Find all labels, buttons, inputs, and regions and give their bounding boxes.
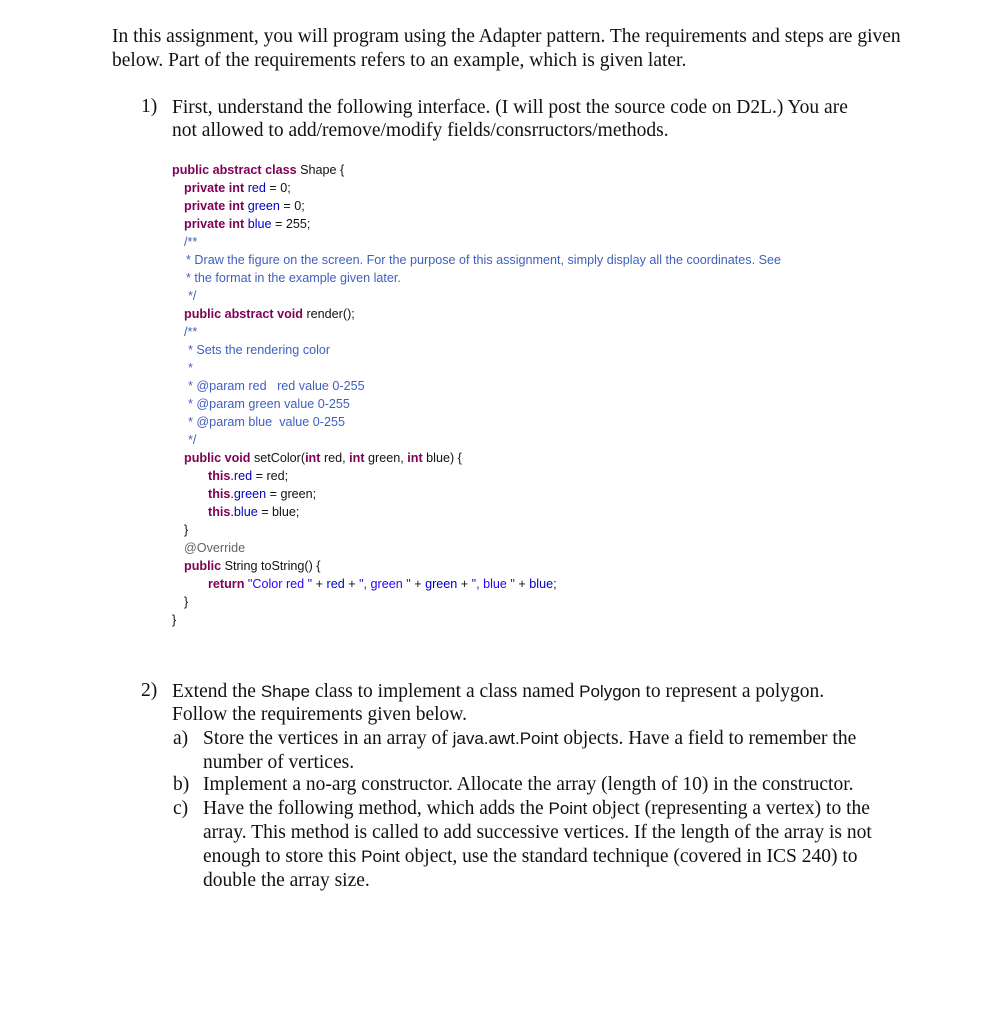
code-comment: /**: [184, 325, 198, 339]
item-b-marker: b): [173, 774, 190, 795]
code-line: public abstract class Shape {: [172, 163, 345, 177]
step-1-number: 1): [141, 96, 158, 117]
code-line: private int red = 0;: [184, 181, 291, 195]
step-2-line-2: Follow the requirements given below.: [172, 704, 467, 725]
code-comment: * Draw the figure on the screen. For the purpose of this assignment, simply display all the coordinates. See: [186, 253, 782, 267]
step-1-line-1: First, understand the following interface. (I will post the source code on D2L.) You are: [172, 97, 848, 118]
code-comment: *: [188, 361, 193, 375]
code-line: private int green = 0;: [184, 199, 305, 213]
code-line: this.blue = blue;: [208, 505, 300, 519]
code-line: public abstract void render();: [184, 307, 355, 321]
code-line: public void setColor(int red, int green, int blue) {: [184, 451, 462, 465]
code-line: }: [184, 523, 189, 537]
code-comment: */: [188, 289, 197, 303]
code-annotation: @Override: [184, 541, 246, 555]
code-line: public String toString() {: [184, 559, 321, 573]
code-comment: * @param red red value 0-255: [188, 379, 365, 393]
item-c-marker: c): [173, 798, 189, 819]
code-line: return "Color red " + red + ", green " + green + ", blue " + blue;: [208, 577, 557, 591]
step-2-item-a: a) Store the vertices in an array of java.awt.Point objects. Have a field to remember the number of vertices.: [173, 728, 857, 773]
code-comment: */: [188, 433, 197, 447]
code-comment: /**: [184, 235, 198, 249]
step-1-line-2: not allowed to add/remove/modify fields/consrructors/methods.: [172, 120, 669, 141]
item-a-marker: a): [173, 728, 189, 749]
code-comment: * the format in the example given later.: [186, 271, 401, 285]
step-2-line-1: Extend the Shape class to implement a class named Polygon to represent a polygon.: [172, 681, 825, 702]
step-2-item-c: c) Have the following method, which adds the Point object (representing a vertex) to the array. This method is called to add successive vertices. If the length of the array is not enough to store this Point object, use the standard technique (covered in ICS 240) to double the array size.: [173, 798, 872, 891]
code-line: }: [172, 613, 177, 627]
code-line: private int blue = 255;: [184, 217, 311, 231]
code-comment: * @param green value 0-255: [188, 397, 350, 411]
step-2-number: 2): [141, 680, 158, 701]
intro-paragraph: In this assignment, you will program using the Adapter pattern. The requirements and steps are given below. Part of the requirements refers to an example, which is given later.: [112, 26, 901, 71]
code-line: this.red = red;: [208, 469, 289, 483]
code-line: }: [184, 595, 189, 609]
code-comment: * @param blue value 0-255: [188, 415, 346, 429]
code-comment: * Sets the rendering color: [188, 343, 331, 357]
code-line: this.green = green;: [208, 487, 317, 501]
step-2-item-b: b) Implement a no-arg constructor. Allocate the array (length of 10) in the constructor.: [173, 774, 854, 795]
